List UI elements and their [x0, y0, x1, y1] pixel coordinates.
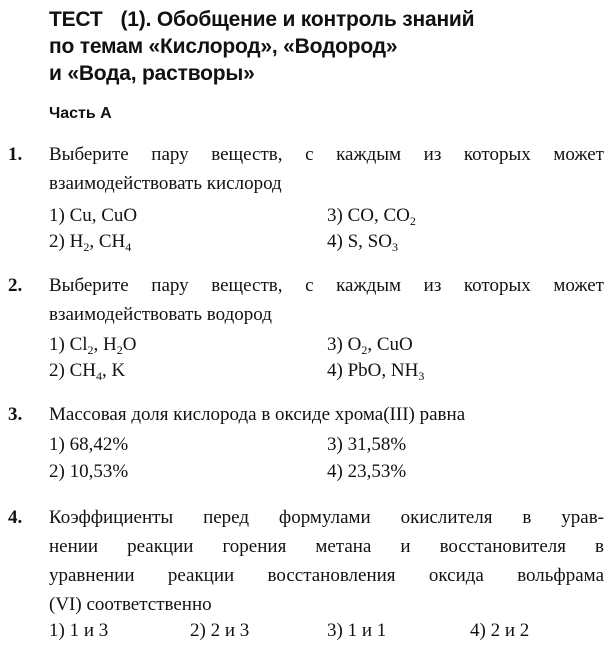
answer-option-1[interactable]: 1) 1 и 3	[49, 620, 109, 641]
answer-option-1[interactable]: 1) 68,42%	[49, 434, 129, 455]
question-text	[49, 400, 604, 429]
question-line: уравнении реакции восстановления оксида вольфрама	[49, 565, 604, 586]
answer-option-2[interactable]: 2) 10,53%	[49, 461, 129, 482]
question-line: взаимодействовать водород	[49, 304, 272, 325]
title-line-1	[49, 6, 589, 33]
part-label: Часть А	[49, 105, 112, 122]
question-text	[49, 140, 604, 198]
answer-option-3[interactable]: 3) CO, $CO_2$	[327, 205, 416, 228]
answer-option-3[interactable]: 3) $O_2$, CuO	[327, 334, 413, 357]
title-line-2: по темам «Кислород», «Водород»	[49, 35, 398, 58]
answer-option-1[interactable]: 1) $Cl_2$, $H_2O$	[49, 334, 137, 357]
answer-option-1[interactable]: 1) Cu, CuO	[49, 205, 138, 226]
title-line-3: и «Вода, растворы»	[49, 62, 255, 85]
question-line: Коэффициенты перед формулами окислителя в урав-	[49, 507, 604, 528]
answer-option-4[interactable]: 4) PbO, $NH_3$	[327, 360, 425, 383]
question-text	[49, 271, 604, 329]
question-line: взаимодействовать кислород	[49, 173, 282, 194]
answer-option-3[interactable]: 3) 31,58%	[327, 434, 407, 455]
question-line: Выберите пару веществ, с каждым из которых может	[49, 144, 604, 165]
question-line: Выберите пару веществ, с каждым из которых может	[49, 275, 604, 296]
title-text-1: (1). Обобщение и контроль знаний	[120, 8, 475, 31]
page-title	[49, 6, 589, 87]
question-text	[49, 503, 604, 619]
answer-option-3[interactable]: 3) 1 и 1	[327, 620, 387, 641]
question-line: (VI) соответственно	[49, 594, 212, 615]
answer-option-2[interactable]: 2) $CH_4$, K	[49, 360, 126, 383]
answer-option-2[interactable]: 2) $H_2$, $CH_4$	[49, 231, 132, 254]
answer-option-4[interactable]: 4) 2 и 2	[470, 620, 530, 641]
answer-option-2[interactable]: 2) 2 и 3	[190, 620, 250, 641]
question-line: нении реакции горения метана и восстановителя в	[49, 536, 604, 557]
answer-option-4[interactable]: 4) 23,53%	[327, 461, 407, 482]
question-number: 1.	[8, 144, 23, 165]
question-number: 4.	[8, 507, 23, 528]
test-word: ТЕСТ	[49, 8, 103, 31]
question-number: 3.	[8, 404, 23, 425]
question-line: Массовая доля кислорода в оксиде хрома(III) равна	[49, 404, 466, 425]
answer-option-4[interactable]: 4) S, $SO_3$	[327, 231, 398, 254]
question-number: 2.	[8, 275, 23, 296]
